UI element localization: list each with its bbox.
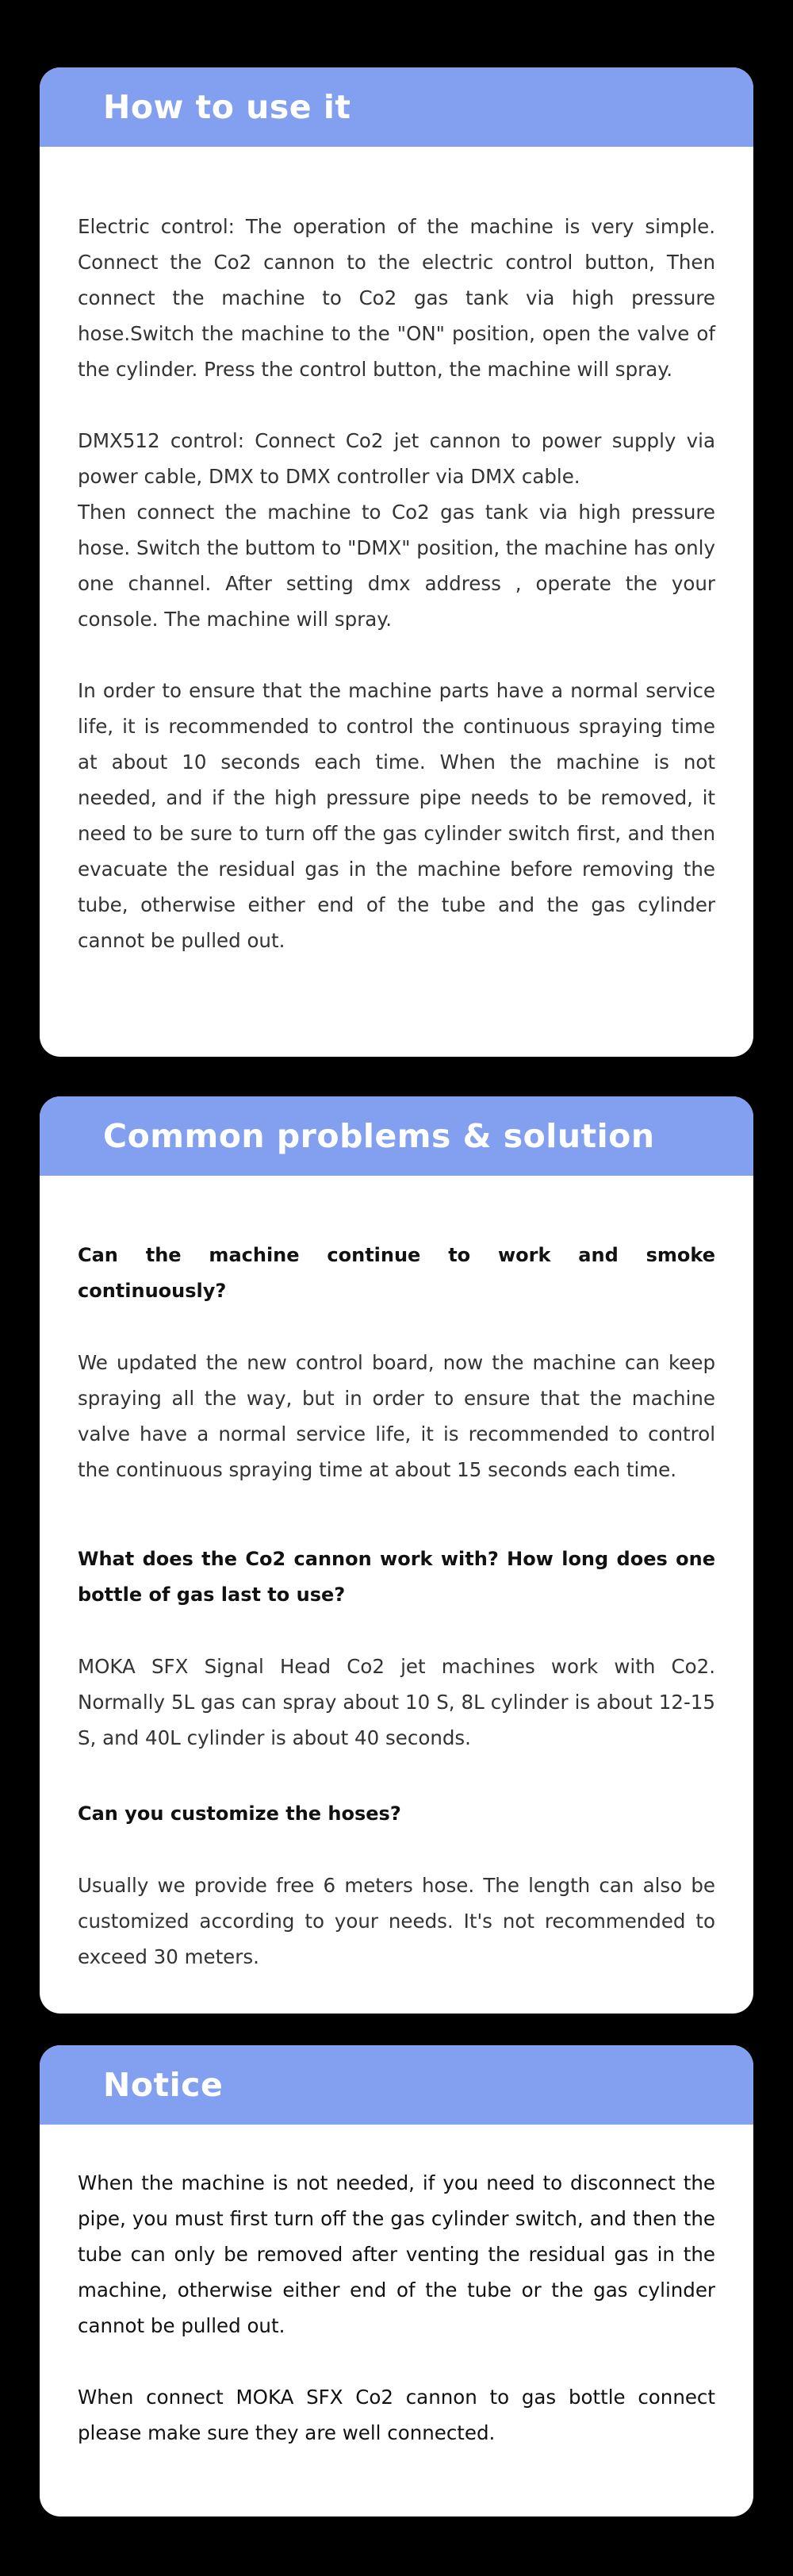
- common-problems-body: [40, 1176, 753, 1975]
- common-problems-title: Common problems & solution: [103, 1117, 655, 1155]
- how-to-use-title: How to use it: [103, 88, 351, 126]
- notice-title: Notice: [103, 2066, 224, 2104]
- connection-notice-paragraph: When connect MOKA SFX Co2 cannon to gas bottle connect please make sure they are well connected.: [78, 2386, 715, 2444]
- common-problems-card: [40, 1096, 753, 2014]
- notice-card: [40, 2045, 753, 2516]
- faq-answer: MOKA SFX Signal Head Co2 jet machines work with Co2. Normally 5L gas can spray about 10 S, 8L cylinder is about 12-15 S, and 40L cylinder is about 40 seconds.: [78, 1655, 715, 1749]
- how-to-use-body: [40, 147, 753, 958]
- faq-question: Can the machine continue to work and smoke continuously?: [78, 1244, 715, 1302]
- disconnect-notice-paragraph: When the machine is not needed, if you need to disconnect the pipe, you must first turn off the gas cylinder switch, and then the tube can only be removed after venting the residual gas in the machine, otherwise either end of the tube or the gas cylinder cannot be pulled out.: [78, 2171, 715, 2337]
- notice-body: [40, 2125, 753, 2451]
- service-life-paragraph: In order to ensure that the machine parts have a normal service life, it is recommended to control the continuous spraying time at about 10 seconds each time. When the machine is not needed, and if the high pressure pipe needs to be removed, it need to be sure to turn off the gas cylinder switch first, and then evacuate the residual gas in the machine before removing the tube, otherwise either end of the tube and the gas cylinder cannot be pulled out.: [78, 679, 715, 952]
- electric-control-paragraph: Electric control: The operation of the machine is very simple. Connect the Co2 cannon to the electric control button, Then connect the machine to Co2 gas tank via high pressure hose.Switch the machine to the "ON" position, open the valve of the cylinder. Press the control button, the machine will spray.: [78, 215, 715, 381]
- how-to-use-card: [40, 67, 753, 1057]
- faq-question: Can you customize the hoses?: [78, 1802, 401, 1825]
- notice-header: [40, 2045, 753, 2125]
- faq-answer: Usually we provide free 6 meters hose. The length can also be customized according to your needs. It's not recommended to exceed 30 meters.: [78, 1874, 715, 1968]
- faq-item: [78, 1238, 715, 1488]
- how-to-use-header: [40, 67, 753, 147]
- dmx512-control-paragraph: DMX512 control: Connect Co2 jet cannon to power supply via power cable, DMX to DMX controller via DMX cable. Then connect the machine to Co2 gas tank via high pressure hose. Switch the buttom to "DMX" position, the machine has only one channel. After setting dmx address , operate the your console. The machine will spray.: [78, 429, 715, 631]
- faq-question: What does the Co2 cannon work with? How long does one bottle of gas last to use?: [78, 1548, 715, 1606]
- faq-item: [78, 1796, 715, 1975]
- faq-answer: We updated the new control board, now the machine can keep spraying all the way, but in order to ensure that the machine valve have a normal service life, it is recommended to control the continuous spraying time at about 15 seconds each time.: [78, 1351, 715, 1481]
- faq-item: [78, 1541, 715, 1756]
- common-problems-header: [40, 1096, 753, 1176]
